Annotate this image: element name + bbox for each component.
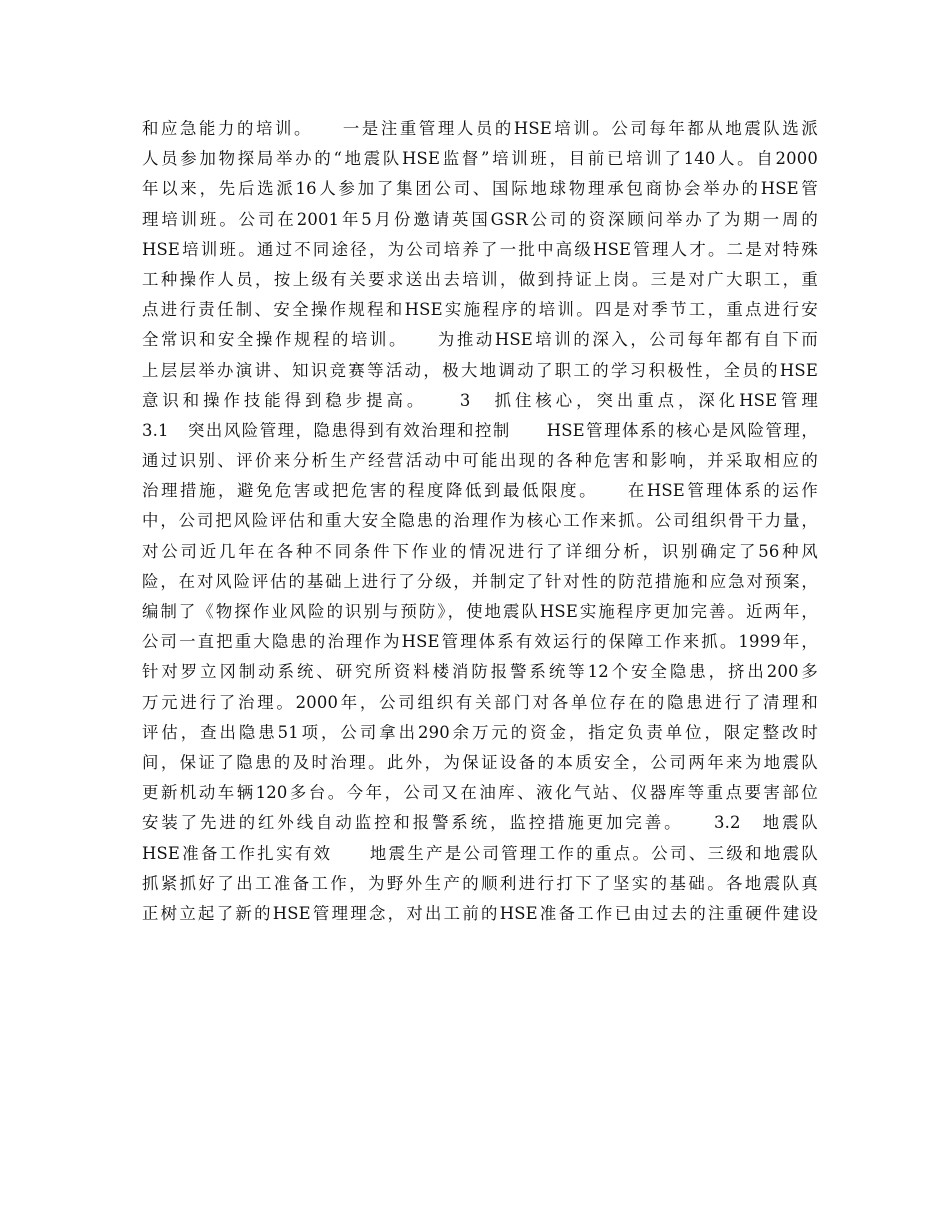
text-line: 人员参加物探局举办的“地震队HSE监督”培训班，目前已培训了140人。自2000 (142, 149, 818, 169)
text-line: 万元进行了治理。2000年，公司组织有关部门对各单位存在的隐患进行了清理和 (142, 692, 818, 712)
text-line: 针对罗立冈制动系统、研究所资料楼消防报警系统等12个安全隐患，挤出200多 (142, 662, 818, 682)
text-line: 中，公司把风险评估和重大安全隐患的治理作为核心工作来抓。公司组织骨干力量， (142, 511, 818, 531)
text-line: HSE培训班。通过不同途径，为公司培养了一批中高级HSE管理人才。二是对特殊 (142, 239, 818, 259)
body-text (142, 114, 818, 929)
text-line: 公司一直把重大隐患的治理作为HSE管理体系有效运行的保障工作来抓。1999年， (142, 632, 818, 652)
text-line: 安装了先进的红外线自动监控和报警系统，监控措施更加完善。 3.2 地震队 (142, 813, 818, 833)
text-line: 治理措施，避免危害或把危害的程度降低到最低限度。 在HSE管理体系的运作 (142, 481, 818, 501)
text-line: HSE准备工作扎实有效 地震生产是公司管理工作的重点。公司、三级和地震队 (142, 843, 818, 863)
text-line: 险，在对风险评估的基础上进行了分级，并制定了针对性的防范措施和应急对预案， (142, 571, 818, 591)
text-line: 和应急能力的培训。 一是注重管理人员的HSE培训。公司每年都从地震队选派 (142, 119, 818, 138)
text-line: 工种操作人员，按上级有关要求送出去培训，做到持证上岗。三是对广大职工，重 (142, 269, 818, 289)
text-line: 间，保证了隐患的及时治理。此外，为保证设备的本质安全，公司两年来为地震队 (142, 752, 818, 772)
text-line: 对公司近几年在各种不同条件下作业的情况进行了详细分析，识别确定了56种风 (142, 541, 818, 561)
text-line: 抓紧抓好了出工准备工作，为野外生产的顺利进行打下了坚实的基础。各地震队真 (142, 873, 818, 893)
text-line: 理培训班。公司在2001年5月份邀请英国GSR公司的资深顾问举办了为期一周的 (142, 209, 818, 229)
text-line: 上层层举办演讲、知识竞赛等活动，极大地调动了职工的学习积极性，全员的HSE (142, 360, 818, 380)
text-line: 编制了《物探作业风险的识别与预防》，使地震队HSE实施程序更加完善。近两年， (142, 602, 818, 621)
text-line: 正树立起了新的HSE管理理念，对出工前的HSE准备工作已由过去的注重硬件建设 (142, 903, 818, 923)
text-line: 意识和操作技能得到稳步提高。 3 抓住核心，突出重点，深化HSE管理 (142, 390, 818, 410)
text-line: 年以来，先后选派16人参加了集团公司、国际地球物理承包商协会举办的HSE管 (142, 179, 818, 199)
text-line: 通过识别、评价来分析生产经营活动中可能出现的各种危害和影响，并采取相应的 (142, 451, 818, 471)
text-line: 点进行责任制、安全操作规程和HSE实施程序的培训。四是对季节工，重点进行安 (142, 300, 818, 320)
text-line: 更新机动车辆120多台。今年，公司又在油库、液化气站、仪器库等重点要害部位 (142, 783, 818, 803)
text-line: 3.1 突出风险管理，隐患得到有效治理和控制 HSE管理体系的核心是风险管理， (142, 420, 818, 440)
text-line: 评估，查出隐患51项，公司拿出290余万元的资金，指定负责单位，限定整改时 (142, 722, 818, 742)
text-line: 全常识和安全操作规程的培训。 为推动HSE培训的深入，公司每年都有自下而 (142, 330, 818, 350)
